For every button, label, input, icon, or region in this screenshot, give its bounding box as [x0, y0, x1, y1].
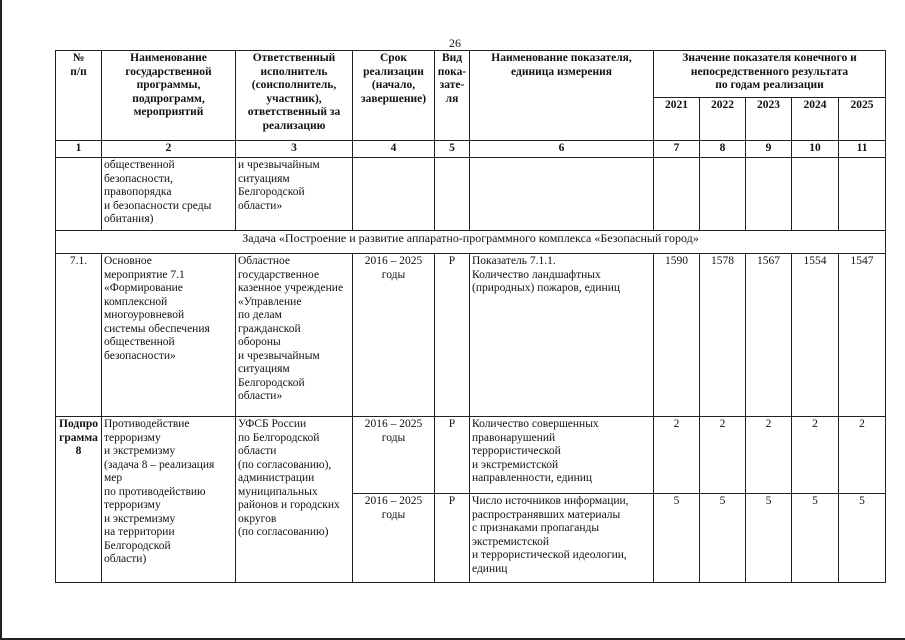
row-value: 1567: [746, 254, 792, 417]
row-name: Основное мероприятие 7.1 «Формирование комплексной многоуровневой системы обеспечения общественной безопасности»: [102, 254, 236, 417]
column-number: 1: [56, 141, 102, 158]
row-term: 2016 – 2025 годы: [353, 417, 435, 494]
cell-empty: [470, 158, 654, 231]
page-number: 26: [449, 36, 461, 50]
column-number: 9: [746, 141, 792, 158]
cell-empty: [654, 158, 700, 231]
row-value: 5: [654, 494, 700, 583]
cell-empty: [839, 158, 886, 231]
row-value: 2: [654, 417, 700, 494]
header-year: 2021: [654, 98, 700, 141]
row-value: 5: [792, 494, 839, 583]
cell-empty: [700, 158, 746, 231]
header-name: Наименование государственной программы, подпрограмм, мероприятий: [102, 51, 236, 141]
row-num: 7.1.: [56, 254, 102, 417]
row-indicator: Количество совершенных правонарушений террористической и экстремистской направленности, единиц: [470, 417, 654, 494]
row-value: 2: [746, 417, 792, 494]
row-indicator: Число источников информации, распространявших материалы с признаками пропаганды экстремистской и террористической идеологии, единиц: [470, 494, 654, 583]
column-number: 5: [435, 141, 470, 158]
header-type: Вид пока- зате- ля: [435, 51, 470, 141]
task-title: Задача «Построение и развитие аппаратно-программного комплекса «Безопасный город»: [56, 231, 886, 254]
header-term: Срок реализации (начало, завершение): [353, 51, 435, 141]
row-term: 2016 – 2025 годы: [353, 494, 435, 583]
column-number: 11: [839, 141, 886, 158]
cell-empty: [56, 158, 102, 231]
row-value: 1554: [792, 254, 839, 417]
continuation-responsible: и чрезвычайным ситуациям Белгородской области»: [236, 158, 353, 231]
header-year: 2024: [792, 98, 839, 141]
cell-empty: [746, 158, 792, 231]
row-type: Р: [435, 494, 470, 583]
column-number: 3: [236, 141, 353, 158]
table-row: [56, 254, 886, 417]
continuation-name: общественной безопасности, правопорядка и безопасности среды обитания): [102, 158, 236, 231]
column-number: 8: [700, 141, 746, 158]
header-responsible: Ответственный исполнитель (соисполнитель, участник), ответственный за реализацию: [236, 51, 353, 141]
column-number: 2: [102, 141, 236, 158]
row-value: 1578: [700, 254, 746, 417]
table-row: [56, 417, 886, 494]
subprogram-name: Противодействие терроризму и экстремизму (задача 8 – реализация мер по противодействию терроризму и экстремизму на территории Белгородской области): [102, 417, 236, 583]
row-term: 2016 – 2025 годы: [353, 254, 435, 417]
row-type: Р: [435, 417, 470, 494]
subprogram-responsible: УФСБ России по Белгородской области (по согласованию), администрации муниципальных районов и городских округов (по согласованию): [236, 417, 353, 583]
continuation-row: [56, 158, 886, 231]
row-value: 2: [839, 417, 886, 494]
column-number: 4: [353, 141, 435, 158]
header-values-group: Значение показателя конечного и непосредственного результата по годам реализации: [654, 51, 886, 98]
row-value: 5: [700, 494, 746, 583]
subprogram-num: Подпро грамма 8: [56, 417, 102, 583]
cell-empty: [435, 158, 470, 231]
row-responsible: Областное государственное казенное учреждение «Управление по делам гражданской обороны и чрезвычайным ситуациям Белгородской области»: [236, 254, 353, 417]
program-table: [55, 50, 886, 583]
row-value: 2: [700, 417, 746, 494]
row-value: 1547: [839, 254, 886, 417]
cell-empty: [353, 158, 435, 231]
row-value: 5: [839, 494, 886, 583]
row-value: 1590: [654, 254, 700, 417]
scan-left-edge: [0, 0, 2, 640]
header-indicator: Наименование показателя, единица измерения: [470, 51, 654, 141]
row-indicator: Показатель 7.1.1. Количество ландшафтных (природных) пожаров, единиц: [470, 254, 654, 417]
column-number: 6: [470, 141, 654, 158]
row-value: 5: [746, 494, 792, 583]
header-year: 2025: [839, 98, 886, 141]
column-number-row: [56, 141, 886, 158]
task-row: [56, 231, 886, 254]
cell-empty: [792, 158, 839, 231]
row-type: Р: [435, 254, 470, 417]
column-number: 7: [654, 141, 700, 158]
header-row: [56, 51, 886, 98]
header-year: 2023: [746, 98, 792, 141]
header-year: 2022: [700, 98, 746, 141]
header-num: № п/п: [56, 51, 102, 141]
row-value: 2: [792, 417, 839, 494]
column-number: 10: [792, 141, 839, 158]
